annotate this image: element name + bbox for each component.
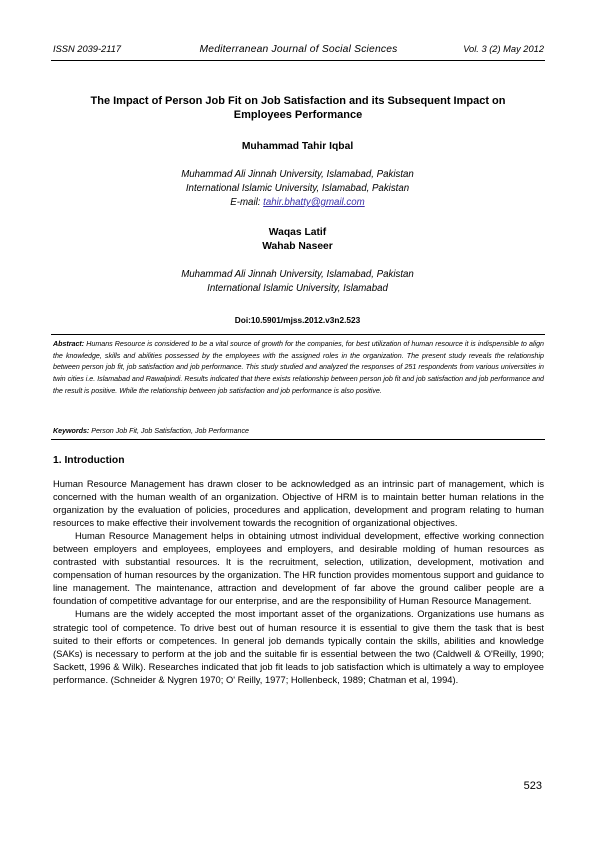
author-name: Muhammad Tahir Iqbal [241,141,354,152]
body-paragraph: Human Resource Management helps in obtaining utmost individual development, effective working connection between employers and employees, employees and employers, and desirable molding of human resources as contrasted with substantial resources. It is the recruitment, selection, utilization, development, motivation and compensation of human resources by the organization. The HR function provides momentous support and guidance to line management. The maintenance, attraction and development of far above the ground caliber people are a foundation of competitive advantage for our enterprise, and are the responsibility of Human Resource Management. [53,531,544,607]
author-affiliation: Muhammad Ali Jinnah University, Islamabad, Pakistan [181,269,414,280]
running-header [53,44,544,58]
email-label: E-mail: [230,197,261,208]
author-affiliation: International Islamic University, Islamabad [207,283,388,294]
author-affiliation: International Islamic University, Islamabad, Pakistan [185,183,410,194]
abstract [53,339,544,398]
body-paragraph: Human Resource Management has drawn closer to be acknowledged as an intrinsic part of management, which is concerned with the human wealth of an organization. Objective of HRM is to maintain better human relations in the organization by the evaluation of policies, procedures and application, development and program relating to human resources to make effective their involvement towards the recognition of organizational objectives. [53,479,544,529]
abstract-text: Humans Resource is considered to be a vital source of growth for the companies, for best utilization of human resource it is indispensible to align the knowledge, skills and abilities possessed by the employees with the assigned roles in the organization. The present study reveals the relationship between person job fit, job satisfaction and job performance. This study studied and analyzed the responses of 251 respondents from various universities in twin cities i.e. Islamabad and Rawalpindi. Results indicated that there exists relationship between person job fit and job satisfaction and job performance and the result is positive. While the relationship between job satisfaction and job performance is also positive. [53,340,544,395]
body-paragraph: Humans are the widely accepted the most important asset of the organizations. Organizations use humans as strategic tool of competence. To drive best out of human resource it is essential to give them the task that is best suited to their efforts or competences. In general job demands typically contain the skills, abilities and knowledge (SAKs) is necessary to perform at the job and the suitable fir is essential between the two (Caldwell & O'Reilly, 1990; Sackett, 1996 & Wilk). Researches indicated that job fit leads to job satisfaction which is ultimately a way to employee performance. (Schneider & Nygren 1970; O' Reilly, 1977; Hollenbeck, 1989; Chatman et al, 1994). [53,609,544,685]
volume-info: Vol. 3 (2) May 2012 [463,44,544,54]
keywords-divider [51,439,545,440]
journal-name: Mediterranean Journal of Social Sciences [199,44,398,55]
issn: ISSN 2039-2117 [53,44,122,54]
author-name: Waqas Latif [268,227,327,238]
abstract-divider [51,334,545,335]
email-link[interactable]: tahir.bhatty@gmail.com [263,197,365,208]
section-body [53,478,544,687]
keywords [53,426,544,437]
keywords-label: Keywords: [53,427,90,435]
header-divider [51,60,545,61]
paper-title: The Impact of Person Job Fit on Job Satisfaction and its Subsequent Impact on Employees Performance [90,95,506,121]
author-email-line [0,196,595,210]
author-affiliation: Muhammad Ali Jinnah University, Islamabad, Pakistan [181,169,414,180]
abstract-label: Abstract: [53,340,85,348]
keywords-text: Person Job Fit, Job Satisfaction, Job Performance [91,427,249,435]
page-number: 523 [523,780,542,792]
doi: Doi:10.5901/mjss.2012.v3n2.523 [234,315,361,325]
section-heading: 1. Introduction [53,455,125,466]
author-name: Wahab Naseer [262,241,333,252]
